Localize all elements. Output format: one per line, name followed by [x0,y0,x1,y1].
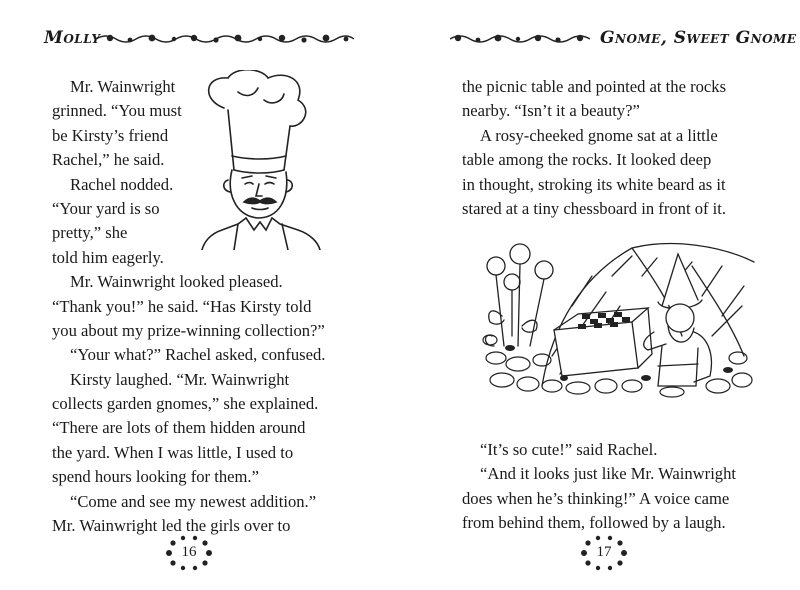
text-line: “Your yard is so [52,198,160,218]
text-line: stared at a tiny chessboard in front of it. [462,198,727,218]
text-line: you about my prize-winning collection?” [52,320,325,340]
page-number-right [576,535,632,571]
text-line: table among the rocks. It looked deep [462,150,712,170]
text-line: “Thank you!” he said. “Has Kirsty told [52,296,312,316]
gnome-chess-icon [482,236,758,398]
page-number: 16 [181,544,197,560]
text-line: Mr. Wainwright led the girls over to [52,516,291,536]
text-line: “Your what?” Rachel asked, confused. [70,345,326,365]
running-header-left: Molly [44,28,101,48]
text-line: A rosy-cheeked gnome sat at a little [480,125,718,145]
text-line: be Kirsty’s friend [52,125,169,145]
text-line: Kirsty laughed. “Mr. Wainwright [70,369,290,389]
text-line: Rachel nodded. [70,174,174,194]
text-line: told him eagerly. [52,247,164,267]
text-line: collects garden gnomes,” she explained. [52,394,319,414]
text-line: pretty,” she [52,223,128,243]
right-page [400,0,800,590]
page-number-left [161,535,217,571]
vine-ornament-left-icon [96,31,354,45]
text-line: Mr. Wainwright looked pleased. [70,272,283,292]
text-line: Mr. Wainwright [70,77,176,96]
text-line: “There are lots of them hidden around [52,418,306,438]
text-line: “Come and see my newest addition.” [70,491,317,511]
text-line: in thought, stroking its white beard as it [462,174,726,194]
text-line: “And it looks just like Mr. Wainwright [480,464,737,484]
page-number: 17 [596,544,612,560]
text-line: Rachel,” he said. [52,150,165,170]
vine-ornament-right-icon [450,31,590,45]
text-line: does when he’s thinking!” A voice came [462,488,730,508]
right-page-text-bottom [462,438,736,536]
text-line: “It’s so cute!” said Rachel. [480,440,658,459]
running-header-right: Gnome, Sweet Gnome [600,28,797,48]
text-line: the picnic table and pointed at the rocks [462,77,727,96]
right-page-text-top [462,75,726,221]
text-line: from behind them, followed by a laugh. [462,513,726,533]
left-page-text [52,75,325,538]
text-line: nearby. “Isn’t it a beauty?” [462,101,640,121]
text-line: spend hours looking for them.” [52,467,259,487]
text-line: the yard. When I was little, I used to [52,442,294,462]
text-line: grinned. “You must [52,101,182,121]
